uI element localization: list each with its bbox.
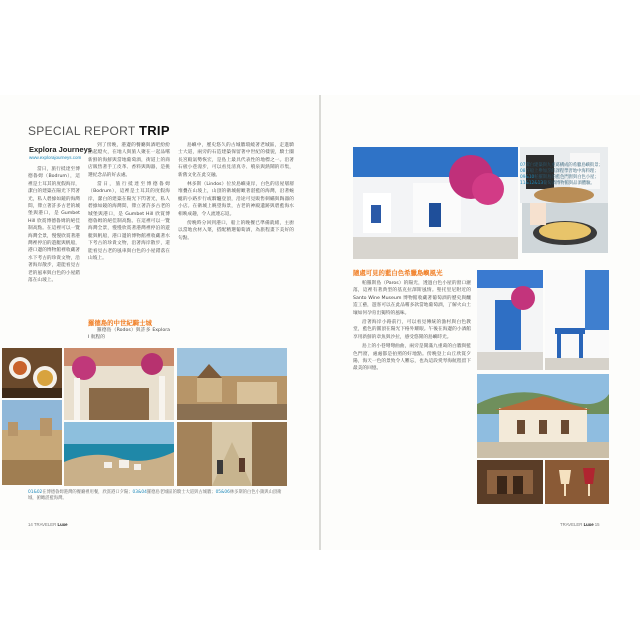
photo-wine-museum-building [477,374,609,458]
photo-old-city-walls [2,400,62,485]
photo-market-street [177,422,287,486]
paragraph: 當日，旅行抵達至博德魯姆（Bodrum），這裡是土耳其的度假海岸，潔白的建築在陽光下閃著光，私人碧綠如鏡的海灣間，聳立著許多古老的城堡與港口，是 Gumbet Hill 欣賞博德魯姆的絕佳制高點。在這裡可以一覽海灣全景，慢慢欣賞著港灣裡停泊的遊艇與帆船，港口邊的博物館裡收藏著水下考古的珍貴文物，沿著海岸散步，還能看見古老的風車與白色的小屋錯落在山坡上。 [28,167,80,284]
left-photo-caption [28,490,288,510]
mag-name: TRAVELER [33,522,58,527]
caption-number: 03&04 [132,490,147,495]
subheading-lead [88,327,170,341]
photo-blue-chair [545,270,609,370]
body-column-2 [178,142,294,332]
right-photo-caption [520,163,608,201]
caption-text: 在船上參加烹飪課程學習地中海料理； [525,169,599,174]
paragraph: 沿著海岸小路前行，可以看見傳統的漁村與白色教堂，藍色的圓頂在陽光下格外耀眼。午後在海邊的小酒館享用新鮮的章魚與沙拉，感受悠閒的島嶼時光。 [353,320,471,340]
page-spine [319,95,321,550]
left-folio [28,522,68,527]
mag-name-bold: Luxe [57,522,68,527]
caption-number: 11&12&13 [520,181,544,186]
paragraph: 帕羅斯島（Paros）的陽光，透過白色小屋的窗口灑落，這裡有著典型的基克拉澤斯風情。聖托里尼附近的 Santo Wine Museum 博物館收藏著葡萄酒的歷史與釀造工藝，遊客可以在此品嚐多款當地葡萄酒，了解火山土壤如何孕育出獨特的風味。 [353,281,471,316]
paragraph: 島嶼中，歷史悠久的古城牆環繞著老城區，走進騎士大道，兩旁的石造建築保留著中世紀的樣貌，騎士團長宮殿氣勢恢宏，是島上最具代表性的地標之一。沿著石板小巷漫步，可以看見清真寺、噴泉與熱鬧的市集，新舊文化在此交融。 [178,143,294,178]
photo-wine-glasses [545,460,609,504]
mag-name: TRAVELER [560,522,584,527]
right-body-column [353,280,471,510]
paragraph: 林多斯（Lindos）位於島嶼東岸，白色的房屋層層堆疊在山坡上，山頂的衛城俯瞰著湛藍的海灣，沿著蜿蜒的小路步行或騎驢登頂，沿途可見販售刺繡與陶器的小店。在衛城上眺望海景，古老的神殿遺跡與碧藍海水相映成趣，令人流連忘返。 [178,182,294,217]
section-header [28,123,170,138]
right-folio [560,522,600,527]
lead-text: 羅德島（Rodos）與許多 Explora I 航程的 [88,328,170,341]
caption-number: 01&02 [28,490,43,495]
brand-name: Explora Journeys [29,145,92,154]
subheading-rhodes: 羅德島的中世紀騎士城 [88,319,152,327]
subheading-greek-islands: 隨處可見的藍白色希臘島嶼風光 [353,269,443,277]
header-bold-label: TRIP [138,123,170,138]
header-label: SPECIAL REPORT [28,124,139,138]
paragraph: 傍晚時分回到港口，船上的晚餐已準備就緒，主廚以當地食材入菜，搭配精選葡萄酒，為旅程畫下美好的句點。 [178,221,294,241]
caption-text: 在博德魯姆港灣的餐廳裡用餐，欣賞港口夕陽； [42,490,133,495]
photo-wine-cellar [477,460,543,504]
caption-number: 09&10 [520,175,535,180]
caption-text: 帕羅斯島的藍色門窗與白色小屋； [534,175,599,180]
brand-block [29,145,92,160]
caption-number: 07 [520,163,526,168]
caption-text: 潔白建築與九重葛構成的希臘島嶼街景； [525,163,603,168]
photo-flower-terrace [64,348,174,420]
caption-text: 葡萄酒博物館與品酒體驗。 [543,181,595,186]
photo-blue-door [477,270,543,370]
body-column-1b [88,142,170,341]
photo-cooking-pan [522,203,608,253]
mag-name-bold: Luxe [583,522,594,527]
page-number: 15 [594,522,600,527]
caption-number: 08 [520,169,526,174]
caption-number: 05&06 [215,490,230,495]
brand-url[interactable]: www.explorajourneys.com [29,155,82,160]
paragraph: 到了傍晚，港邊的餐廳與酒吧紛紛點起燈火，在地人與旅人聚在一起品嚐新鮮的海鮮與當地葡萄酒，街道上的商店販售著手工皮革、香料與陶器，是挑選紀念品的好去處。 [88,143,170,178]
photo-square-fountain [177,348,287,420]
photo-food-table [2,348,62,398]
body-column-1 [28,166,80,341]
photo-lindos-bay [64,422,174,486]
caption-text: 羅德島老城區的騎士大道與古城牆； [146,490,216,495]
page-number: 14 [28,522,33,527]
photo-white-houses-bougainvillea [353,147,518,259]
paragraph: 島上的小巷彎彎曲曲，兩旁是開滿九重葛的白牆與藍色門窗，處處都是拍照的好地點。傍晚登上山丘欣賞夕陽，海天一色的景致令人難忘，也為這段愛琴海航程留下最美的回憶。 [353,344,471,372]
paragraph: 當日，旅行抵達至博德魯姆（Bodrum），這裡是土耳其的度假海岸，潔白的建築在陽光下閃著光，私人碧綠如鏡的海灣間，聳立著許多古老的城堡與港口，是 Gumbet Hill 欣賞博德魯姆的絕佳制高點。在這裡可以一覽海灣全景，慢慢欣賞著港灣裡停泊的遊艇與帆船，港口邊的博物館裡收藏著水下考古的珍貴文物，沿著海岸散步，還能看見古老的風車與白色的小屋錯落在山坡上。 [88,182,170,262]
caption-text: 林多斯的白色小鎮與山頂衛城，俯瞰湛藍海灣。 [28,490,282,501]
